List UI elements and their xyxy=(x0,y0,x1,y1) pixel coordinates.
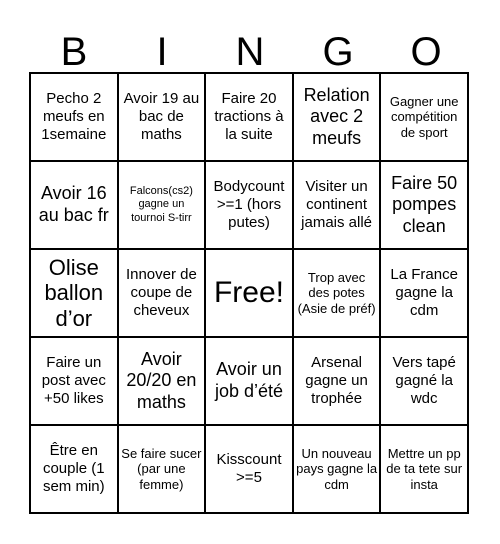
bingo-cell-r2-c3[interactable] xyxy=(293,249,381,337)
cell-text: Olise ballon d’or xyxy=(44,255,104,331)
bingo-cell-r0-c0[interactable] xyxy=(30,73,118,161)
bingo-grid xyxy=(29,72,469,514)
bingo-cell-r2-c4[interactable] xyxy=(380,249,468,337)
cell-text: Avoir 16 au bac fr xyxy=(38,183,109,225)
cell-text: Un nouveau pays gagne la cdm xyxy=(296,445,378,492)
bingo-cell-r1-c0[interactable] xyxy=(30,161,118,249)
cell-text: Kisscount >=5 xyxy=(216,451,282,486)
header-letter-o: O xyxy=(410,30,442,74)
cell-text: Faire un post avec +50 likes xyxy=(41,354,106,407)
cell-text: Free! xyxy=(213,276,284,309)
bingo-cell-r1-c4[interactable] xyxy=(380,161,468,249)
header-letter-n: N xyxy=(235,30,265,74)
cell-text: Être en couple (1 sem min) xyxy=(42,442,105,495)
bingo-cell-r1-c2[interactable] xyxy=(205,161,293,249)
header-letter-b: B xyxy=(60,30,88,74)
cell-text: Avoir 20/20 en maths xyxy=(126,348,197,412)
bingo-cell-r4-c3[interactable] xyxy=(293,425,381,513)
bingo-cell-r0-c1[interactable] xyxy=(118,73,206,161)
bingo-cell-r4-c2[interactable] xyxy=(205,425,293,513)
cell-text: Faire 50 pompes clean xyxy=(391,172,458,236)
cell-text: Arsenal gagne un trophée xyxy=(305,354,368,407)
bingo-cell-r3-c1[interactable] xyxy=(118,337,206,425)
cell-text: Trop avec des potes (Asie de préf) xyxy=(297,269,376,316)
bingo-cell-r3-c3[interactable] xyxy=(293,337,381,425)
cell-text: Faire 20 tractions à la suite xyxy=(214,90,284,143)
bingo-cell-r4-c1[interactable] xyxy=(118,425,206,513)
cell-text: Gagner une compétition de sport xyxy=(389,93,459,140)
bingo-cell-r2-c0[interactable] xyxy=(30,249,118,337)
bingo-cell-free[interactable] xyxy=(205,249,293,337)
header-letter-i: I xyxy=(156,30,168,74)
header-letter-g: G xyxy=(322,30,354,74)
cell-text: Avoir un job d’été xyxy=(214,359,284,401)
cell-text: Falcons(cs2) gagne un tournoi S-tirr xyxy=(129,185,193,224)
bingo-cell-r3-c0[interactable] xyxy=(30,337,118,425)
cell-text: Vers tapé gagné la wdc xyxy=(392,354,456,407)
cell-text: Bodycount >=1 (hors putes) xyxy=(213,178,285,231)
cell-text: Pecho 2 meufs en 1semaine xyxy=(41,90,107,143)
cell-text: Relation avec 2 meufs xyxy=(303,84,370,148)
bingo-cell-r0-c3[interactable] xyxy=(293,73,381,161)
cell-text: Visiter un continent jamais allé xyxy=(301,178,373,231)
bingo-cell-r4-c4[interactable] xyxy=(380,425,468,513)
bingo-cell-r0-c4[interactable] xyxy=(380,73,468,161)
bingo-cell-r3-c4[interactable] xyxy=(380,337,468,425)
cell-text: Innover de coupe de cheveux xyxy=(125,266,197,319)
cell-text: Se faire sucer (par une femme) xyxy=(121,445,202,492)
cell-text: Avoir 19 au bac de maths xyxy=(123,90,200,143)
cell-text: Mettre un pp de ta tete sur insta xyxy=(386,445,463,492)
bingo-cell-r0-c2[interactable] xyxy=(205,73,293,161)
bingo-cell-r1-c3[interactable] xyxy=(293,161,381,249)
bingo-cell-r2-c1[interactable] xyxy=(118,249,206,337)
cell-text: La France gagne la cdm xyxy=(390,266,458,319)
bingo-cell-r4-c0[interactable] xyxy=(30,425,118,513)
bingo-cell-r1-c1[interactable] xyxy=(118,161,206,249)
bingo-cell-r3-c2[interactable] xyxy=(205,337,293,425)
